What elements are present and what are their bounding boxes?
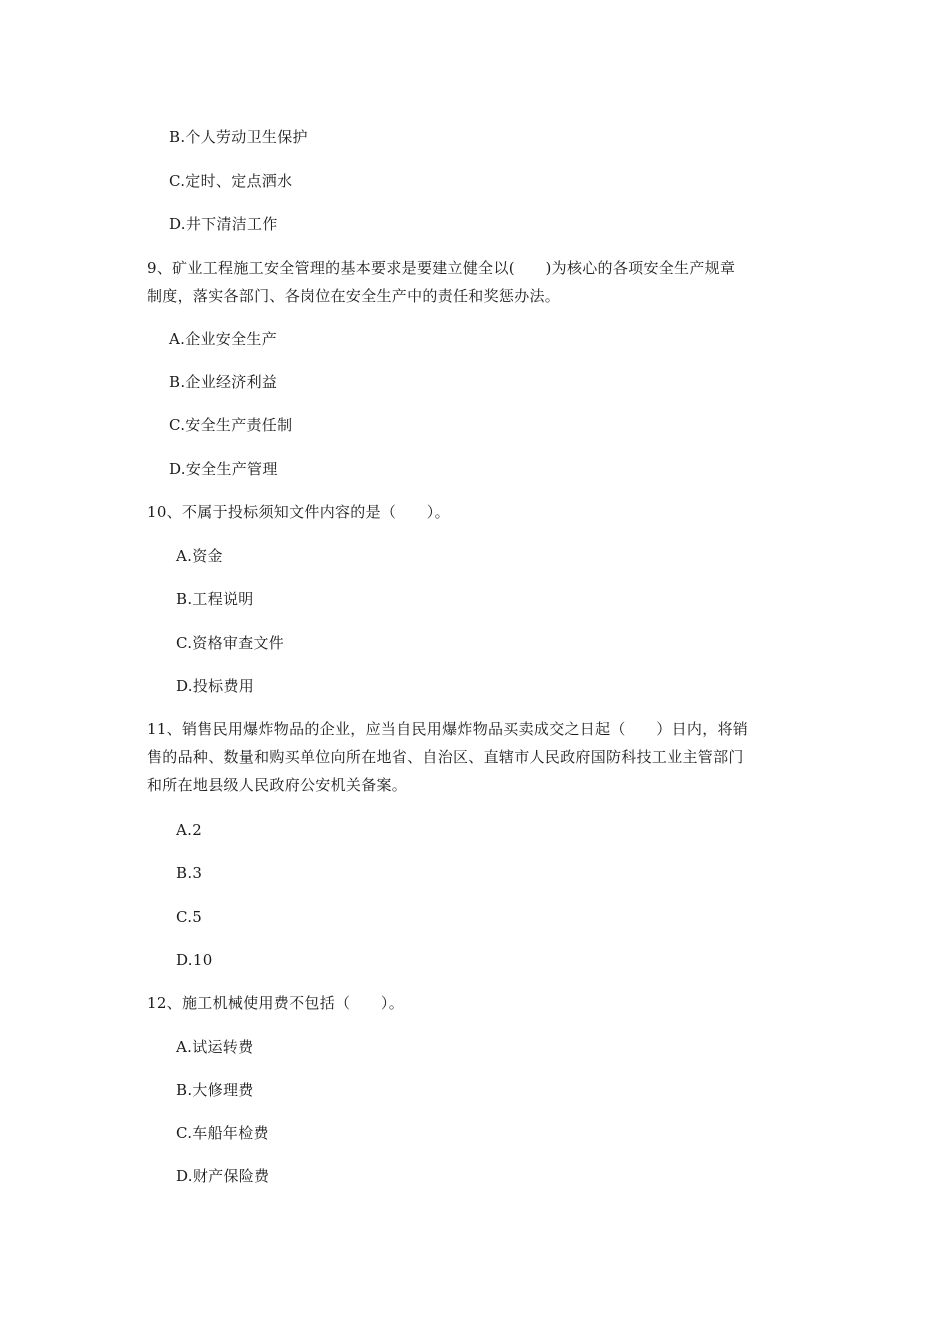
- question-12-stem: 12、施工机械使用费不包括（ ）。: [147, 994, 404, 1012]
- option-d: D.井下清洁工作: [169, 215, 278, 233]
- question-9-stem-line-1: 9、矿业工程施工安全管理的基本要求是要建立健全以( )为核心的各项安全生产规章: [147, 259, 736, 277]
- question-10-option-c: C.资格审查文件: [176, 634, 285, 652]
- question-11-option-d: D.10: [176, 951, 213, 969]
- question-10-option-a: A.资金: [176, 547, 223, 565]
- question-11-stem-line-3: 和所在地县级人民政府公安机关备案。: [147, 776, 408, 794]
- question-9-option-a: A.企业安全生产: [169, 330, 278, 348]
- question-9-option-c: C.安全生产责任制: [169, 416, 293, 434]
- question-11-stem-line-2: 售的品种、数量和购买单位向所在地省、自治区、直辖市人民政府国防科技工业主管部门: [147, 748, 744, 766]
- question-11-option-c: C.5: [176, 908, 203, 926]
- question-11-option-a: A.2: [176, 821, 203, 839]
- question-9-stem-line-2: 制度，落实各部门、各岗位在安全生产中的责任和奖惩办法。: [147, 287, 561, 305]
- question-9-option-b: B.企业经济利益: [169, 373, 278, 391]
- question-11-option-b: B.3: [176, 864, 203, 882]
- question-10-stem: 10、不属于投标须知文件内容的是（ ）。: [147, 503, 450, 521]
- question-10-option-b: B.工程说明: [176, 590, 254, 608]
- question-12-option-d: D.财产保险费: [176, 1167, 270, 1185]
- option-b: B.个人劳动卫生保护: [169, 128, 308, 146]
- question-12-option-a: A.试运转费: [176, 1038, 254, 1056]
- question-9-option-d: D.安全生产管理: [169, 460, 278, 478]
- question-12-option-b: B.大修理费: [176, 1081, 254, 1099]
- option-c: C.定时、定点洒水: [169, 172, 293, 190]
- question-11-stem-line-1: 11、销售民用爆炸物品的企业，应当自民用爆炸物品买卖成交之日起（ ）日内，将销: [147, 720, 749, 738]
- question-10-option-d: D.投标费用: [176, 677, 255, 695]
- question-12-option-c: C.车船年检费: [176, 1124, 269, 1142]
